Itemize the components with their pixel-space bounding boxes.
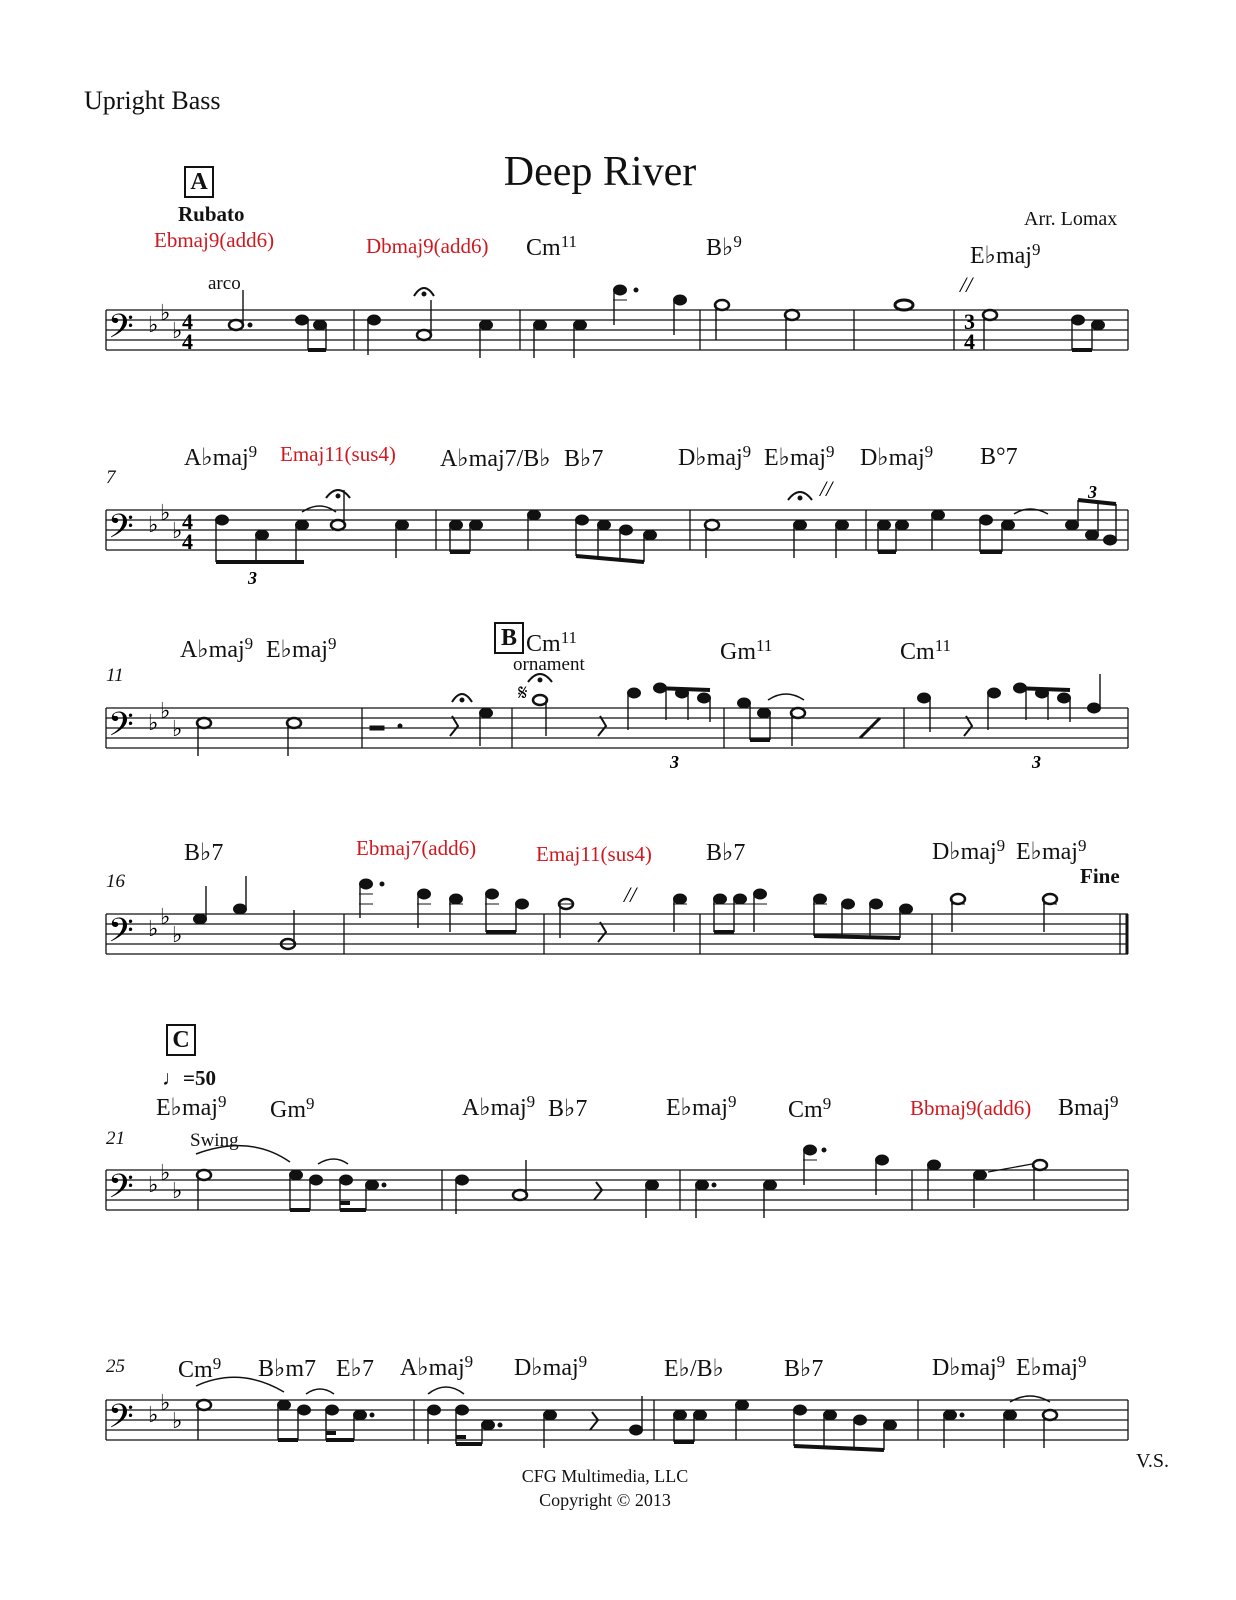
svg-text:♭: ♭ <box>160 1391 171 1416</box>
staff-system-6 <box>0 1362 1236 1472</box>
chord-symbol: B♭7 <box>784 1356 824 1382</box>
chord-symbol: Cm$^{11}$ <box>526 628 578 657</box>
svg-text:♭: ♭ <box>172 519 183 544</box>
time-signature-bottom: 4 <box>182 329 193 354</box>
page-title: Deep River <box>503 149 697 195</box>
svg-text://: // <box>820 476 833 501</box>
measure-number: 16 <box>106 871 125 892</box>
svg-text:4: 4 <box>182 529 193 554</box>
tuplet-label: 3 <box>670 752 679 772</box>
chord-symbol: Bmaj$^9$ <box>1058 1092 1119 1121</box>
quarter-note-icon: ♩ <box>162 1066 183 1090</box>
svg-text:𝄢: 𝄢 <box>108 1168 134 1214</box>
tuplet-label: 3 <box>1088 482 1097 502</box>
staff-system-3 <box>0 668 1236 788</box>
chord-symbol: Emaj11(sus4) <box>280 442 396 466</box>
chord-symbol: E♭maj$^9$ <box>764 442 835 471</box>
chord-symbol: A♭maj7/B♭ <box>440 446 551 472</box>
svg-text:𝄢: 𝄢 <box>108 1398 134 1444</box>
chord-symbol: A♭maj$^9$ <box>180 634 254 663</box>
chord-symbol: E♭maj$^9$ <box>1016 1352 1087 1381</box>
chord-symbol: Bbmaj9(add6) <box>910 1096 1032 1120</box>
measure-number: 21 <box>106 1128 125 1149</box>
tuplet-label: 3 <box>1032 752 1041 772</box>
chord-symbol: Cm$^{11}$ <box>526 232 578 261</box>
bass-clef-icon: 𝄢 <box>108 308 134 354</box>
svg-text:3: 3 <box>964 309 975 334</box>
tempo-text-rubato: Rubato <box>178 202 245 226</box>
svg-text:♭: ♭ <box>160 905 171 930</box>
svg-text:♭: ♭ <box>148 513 159 538</box>
chord-symbol: B♭7 <box>184 840 224 866</box>
svg-text:𝄢: 𝄢 <box>108 508 134 554</box>
staff-system-2 <box>0 470 1236 590</box>
chord-symbol: Gm$^9$ <box>270 1094 315 1123</box>
chord-symbol: D♭maj$^9$ <box>932 1352 1006 1381</box>
copyright: Copyright © 2013 <box>539 1490 671 1510</box>
svg-text:♭: ♭ <box>160 501 171 526</box>
measure-number: 25 <box>106 1356 125 1377</box>
key-signature-flats <box>148 301 182 344</box>
svg-text:𝄢: 𝄢 <box>108 706 134 752</box>
chord-symbol: B♭7 <box>706 840 746 866</box>
chord-symbol: E♭maj$^9$ <box>156 1092 227 1121</box>
chord-symbol: E♭7 <box>336 1356 374 1382</box>
arranger-credit: Arr. Lomax <box>1024 208 1118 230</box>
chord-symbol: Cm$^{11}$ <box>900 636 952 665</box>
svg-text:♭: ♭ <box>160 301 171 326</box>
segno-icon: 𝄋 <box>518 681 528 706</box>
chord-symbol: B♭$^9$ <box>706 232 742 261</box>
chord-symbol: A♭maj$^9$ <box>400 1352 474 1381</box>
rehearsal-mark-c: C <box>166 1024 196 1056</box>
measure-number: 11 <box>106 665 124 686</box>
svg-text:♭: ♭ <box>172 923 183 948</box>
chord-symbol: E♭maj$^9$ <box>666 1092 737 1121</box>
svg-text:𝄢: 𝄢 <box>108 912 134 958</box>
tuplet-label: 3 <box>248 568 257 588</box>
chord-symbol: Cm$^9$ <box>788 1094 832 1123</box>
page-turn-indicator: V.S. <box>1136 1450 1169 1472</box>
chord-symbol: Cm$^9$ <box>178 1354 222 1383</box>
chord-symbol: Gm$^{11}$ <box>720 636 773 665</box>
chord-symbol: Ebmaj9(add6) <box>154 228 275 252</box>
chord-symbol: B♭7 <box>564 446 604 472</box>
staff-system-5 <box>0 1124 1236 1244</box>
staff-system-4 <box>0 868 1236 988</box>
chord-symbol: Dbmaj9(add6) <box>366 234 489 258</box>
chord-symbol: B♭7 <box>548 1096 588 1122</box>
chord-symbol: Emaj11(sus4) <box>536 842 652 866</box>
measure-number: 7 <box>106 467 116 488</box>
svg-text:♭: ♭ <box>148 1403 159 1428</box>
chord-symbol: E♭maj$^9$ <box>970 240 1041 269</box>
chord-symbol: B°7 <box>980 444 1018 470</box>
instrument-name: Upright Bass <box>84 86 221 115</box>
chord-symbol: D♭maj$^9$ <box>678 442 752 471</box>
rehearsal-mark-b: B <box>494 622 524 654</box>
fine-marking: Fine <box>1080 864 1120 888</box>
technique-arco: arco <box>208 273 241 294</box>
chord-symbol: D♭maj$^9$ <box>860 442 934 471</box>
svg-text:♭: ♭ <box>148 1173 159 1198</box>
svg-text://: // <box>960 272 973 297</box>
style-swing: Swing <box>190 1130 239 1151</box>
staff-system-1 <box>0 260 1236 380</box>
svg-text:4: 4 <box>964 329 975 354</box>
publisher: CFG Multimedia, LLC <box>521 1466 689 1486</box>
time-signature-top: 4 <box>182 309 193 334</box>
chord-symbol: D♭maj$^9$ <box>514 1352 588 1381</box>
chord-symbol: E♭maj$^9$ <box>266 634 337 663</box>
rehearsal-mark-a: A <box>184 166 214 198</box>
svg-text:♭: ♭ <box>172 319 183 344</box>
svg-text://: // <box>624 882 637 907</box>
svg-text:♭: ♭ <box>172 1179 183 1204</box>
svg-text:♭: ♭ <box>160 699 171 724</box>
ornament-text: ornament <box>513 654 585 675</box>
chord-symbol: A♭maj$^9$ <box>462 1092 536 1121</box>
svg-text:♭: ♭ <box>148 313 159 338</box>
chord-symbol: E♭maj$^9$ <box>1016 836 1087 865</box>
svg-text:♭: ♭ <box>172 1409 183 1434</box>
svg-text:♭: ♭ <box>172 717 183 742</box>
svg-text:♭: ♭ <box>160 1161 171 1186</box>
tempo-marking: ♩=50 <box>162 1066 216 1090</box>
chord-symbol: D♭maj$^9$ <box>932 836 1006 865</box>
svg-text:♭: ♭ <box>148 711 159 736</box>
chord-symbol: B♭m7 <box>258 1356 316 1382</box>
svg-text:4: 4 <box>182 509 193 534</box>
svg-text:♭: ♭ <box>148 917 159 942</box>
chord-symbol: A♭maj$^9$ <box>184 442 258 471</box>
chord-symbol: E♭/B♭ <box>664 1356 724 1382</box>
chord-symbol: Ebmaj7(add6) <box>356 836 477 860</box>
